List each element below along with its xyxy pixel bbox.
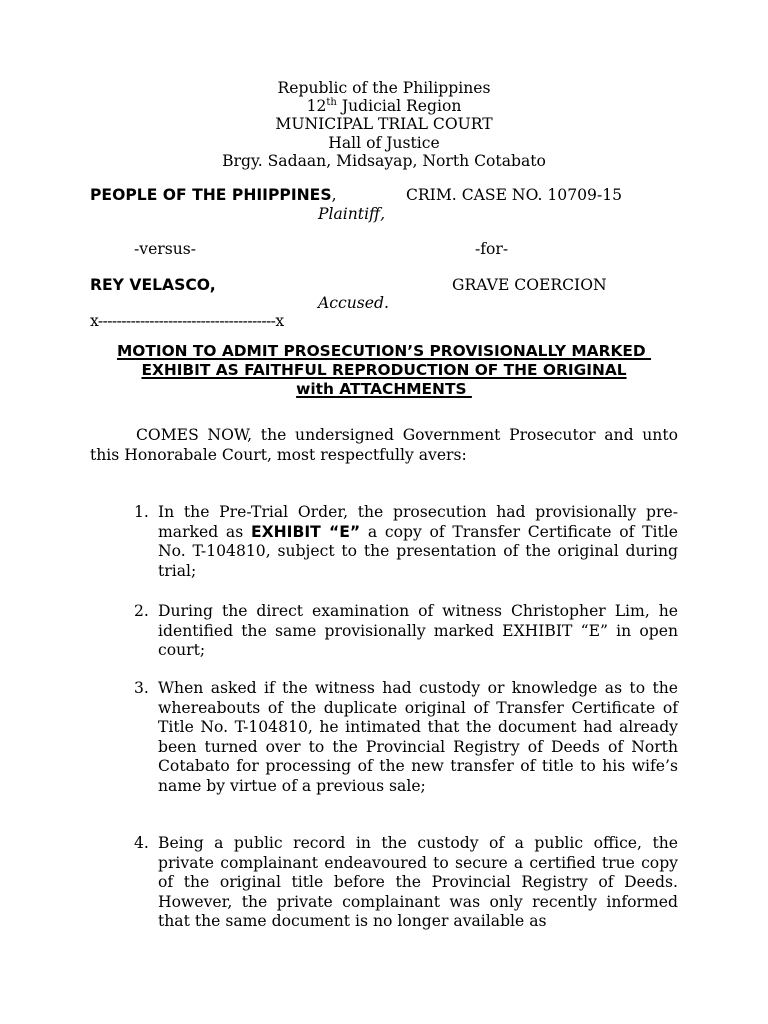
list-item-number: 1. [134,503,149,521]
list-item [134,679,678,797]
title-line-1: MOTION TO ADMIT PROSECUTION’S PROVISIONALLY MARKED [116,342,652,360]
list-item-number: 4. [134,834,149,852]
list-item [134,602,678,661]
header-court-name: MUNICIPAL TRIAL COURT [275,115,493,134]
list-item-number: 2. [134,602,149,620]
accused-role: Accused. [318,294,389,312]
title-line-3: with ATTACHMENTS [296,380,472,398]
versus-label: -versus- [134,240,197,258]
court-header [0,79,768,170]
title-line-2: EXHIBIT AS FAITHFUL REPRODUCTION OF THE ORIGINAL [141,361,627,379]
list-item-number: 3. [134,679,149,697]
plaintiff-name: PEOPLE OF THE PHIIPPINES, [90,186,337,204]
header-judicial-region: 12th Judicial Region [306,97,462,116]
accused-name: REY VELASCO, [90,276,216,294]
plaintiff-role: Plaintiff, [318,205,386,223]
header-hall: Hall of Justice [328,133,440,152]
header-republic: Republic of the Philippines [277,79,491,97]
case-number: CRIM. CASE NO. 10709-15 [406,186,623,204]
list-item-text: When asked if the witness had custody or knowledge as to the whereabouts of the duplicate original of Transfer Certificate of Title No. T-104810, he intimated that the document had already been turned over to the Provincial Registry of Deeds of North Cotabato for processing of the new transfer of title to his wife’s name by virtue of a previous sale; [158,679,678,795]
offense: GRAVE COERCION [452,276,607,294]
list-item [134,834,678,932]
for-label: -for- [475,240,509,258]
motion-title [60,342,708,399]
list-item-text: Being a public record in the custody of a public office, the private complainant endeavoured to secure a certified true copy of the original title before the Provincial Registry of Deeds. However, the private complainant was only recently informed that the same document is no longer available as [158,834,678,931]
caption-separator: x--------------------------------------x [90,312,284,330]
list-item [134,503,678,581]
header-address: Brgy. Sadaan, Midsayap, North Cotabato [222,151,546,170]
intro-paragraph: COMES NOW, the undersigned Government Prosecutor and unto this Honorabale Court, most respectfully avers: [90,426,678,464]
list-item-text: In the Pre-Trial Order, the prosecution had provisionally pre-marked as EXHIBIT “E” a copy of Transfer Certificate of Title No. T-104810, subject to the presentation of the original during trial; [158,503,678,580]
list-item-text: During the direct examination of witness Christopher Lim, he identified the same provisionally marked EXHIBIT “E” in open court; [158,602,678,660]
